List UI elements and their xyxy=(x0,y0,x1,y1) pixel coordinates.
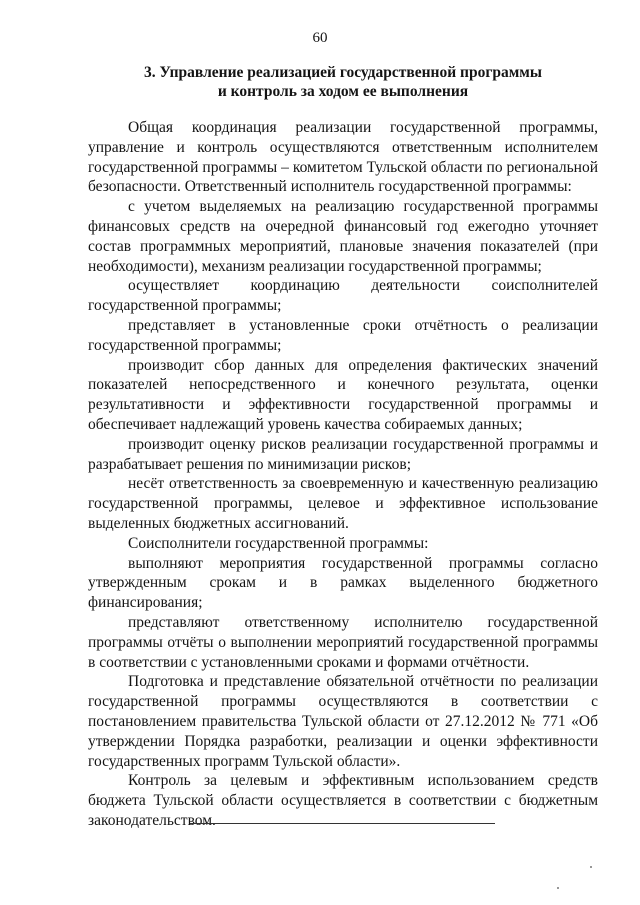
paragraph: несёт ответственность за своевременную и качественную реализацию государственной программы, целевое и эффективное использование выделенных бюджетных ассигнований. xyxy=(88,475,598,532)
paragraph: Общая координация реализации государственной программы, управление и контроль осуществляются ответственным исполнителем государственной программы – комитетом Тульской области по региональной безопасности. Ответственный исполнитель государственной программы: xyxy=(88,119,598,196)
scan-speck xyxy=(557,887,559,889)
paragraph: осуществляет координацию деятельности соисполнителей государственной программы; xyxy=(88,277,598,315)
paragraph: Контроль за целевым и эффективным использованием средств бюджета Тульской области осуществляется в соответствии с бюджетным законодательством. xyxy=(88,772,598,829)
paragraph: представляют ответственному исполнителю государственной программы отчёты о выполнении мероприятий государственной программы в соответствии с установленными сроками и формами отчётности. xyxy=(88,613,598,671)
paragraph: Соисполнители государственной программы: xyxy=(128,534,429,552)
paragraph: выполняют мероприятия государственной программы согласно утвержденным срокам и в рамках выделенного бюджетного финансирования; xyxy=(88,554,598,612)
scan-speck xyxy=(590,866,592,868)
body-text xyxy=(88,118,598,831)
paragraph: производит сбор данных для определения фактических значений показателей непосредственного и конечного результата, оценки результативности и эффективности государственной программы и обеспечивает надлежащий уровень качества собираемых данных; xyxy=(88,356,598,433)
section-heading-line-2: и контроль за ходом ее выполнения xyxy=(217,83,469,100)
page-number: 60 xyxy=(312,30,328,46)
end-separator-line xyxy=(190,823,495,824)
paragraph: с учетом выделяемых на реализацию государственной программы финансовых средств на очередной финансовый год ежегодно уточняет состав программных мероприятий, плановые значения показателей (при необходимости), механизм реализации государственной программы; xyxy=(88,198,598,275)
paragraph: представляет в установленные сроки отчётность о реализации государственной программы; xyxy=(88,316,598,354)
section-heading-line-1: 3. Управление реализацией государственной программы xyxy=(144,64,542,81)
paragraph: производит оценку рисков реализации государственной программы и разрабатывает решения по минимизации рисков; xyxy=(88,435,598,473)
paragraph: Подготовка и представление обязательной отчётности по реализации государственной программы осуществляются в соответствии с постановлением правительства Тульской области от 27.12.2012 № 771 «Об утверждении Порядка разработки, реализации и оценки эффективности государственных программ Тульской области». xyxy=(88,673,598,770)
section-heading xyxy=(88,63,598,101)
